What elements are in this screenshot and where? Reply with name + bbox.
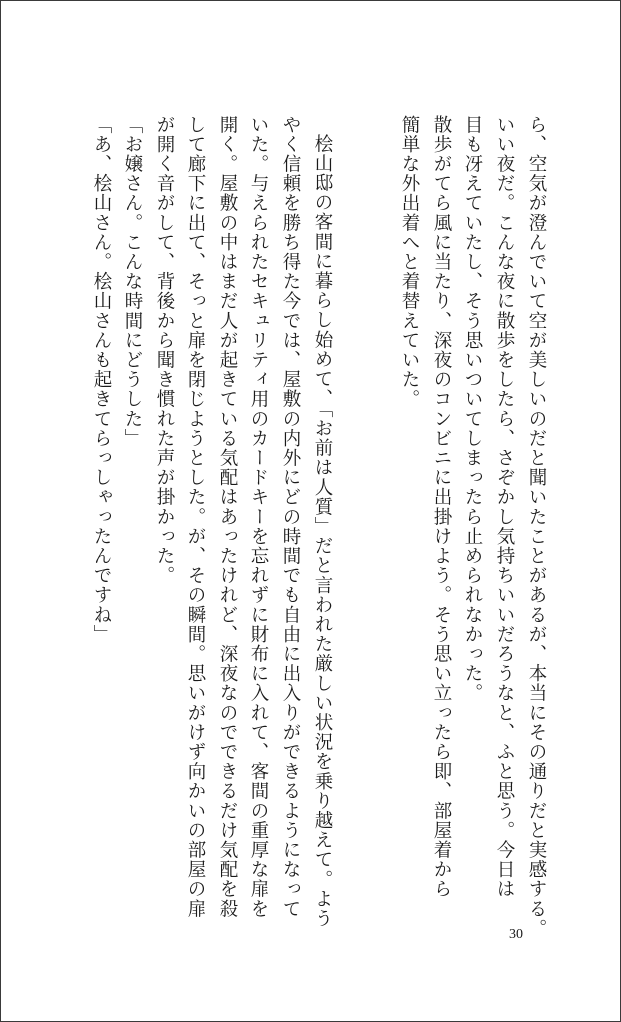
text-line: して廊下に出て、そっと扉を閉じようとした。が、その瞬間。思いがけず向かいの部屋の扉 (185, 115, 206, 919)
page-number: 30 (509, 927, 523, 942)
text-line: いた。与えられたセキュリティ用のカードキーを忘れずに財布に入れて、客間の重厚な扉を (248, 115, 269, 919)
dialogue-line: 「お嬢さん。こんな時間にどうした」 (122, 115, 143, 449)
text-line: が開く音がして、背後から聞き慣れた声が掛かった。 (154, 115, 175, 586)
text-line: 簡単な外出着へと着替えていた。 (399, 115, 420, 409)
text-line: 開く。屋敷の中はまだ人が起きている気配はあったけれど、深夜なのでできるだけ気配を殺 (217, 115, 238, 919)
text-line: 散歩がてら風に当たり、深夜のコンビニに出掛けよう。そう思い立ったら即、部屋着から (431, 115, 452, 899)
text-line: 目も冴えていたし、そう思いついてしまったら止められなかった。 (462, 115, 483, 703)
text-line: いい夜だ。こんな夜に散歩をしたら、さぞかし気持ちいいだろうなと、ふと思う。今日は (494, 115, 515, 899)
text-line: ら、空気が澄んでいて空が美しいのだと聞いたことがあるが、本当にその通りだと実感する。 (526, 115, 547, 939)
dialogue-line: 「あ、桧山さん。桧山さんも起きてらっしゃったんですね」 (91, 115, 112, 645)
text-line: 桧山邸の客間に暮らし始めて、「お前は人質」だと言われた厳しい状況を乗り越えて。よう (312, 134, 333, 929)
text-line: やく信頼を勝ち得た今では、屋敷の内外にどの時間でも自由に出入りができるようになって (280, 115, 301, 919)
